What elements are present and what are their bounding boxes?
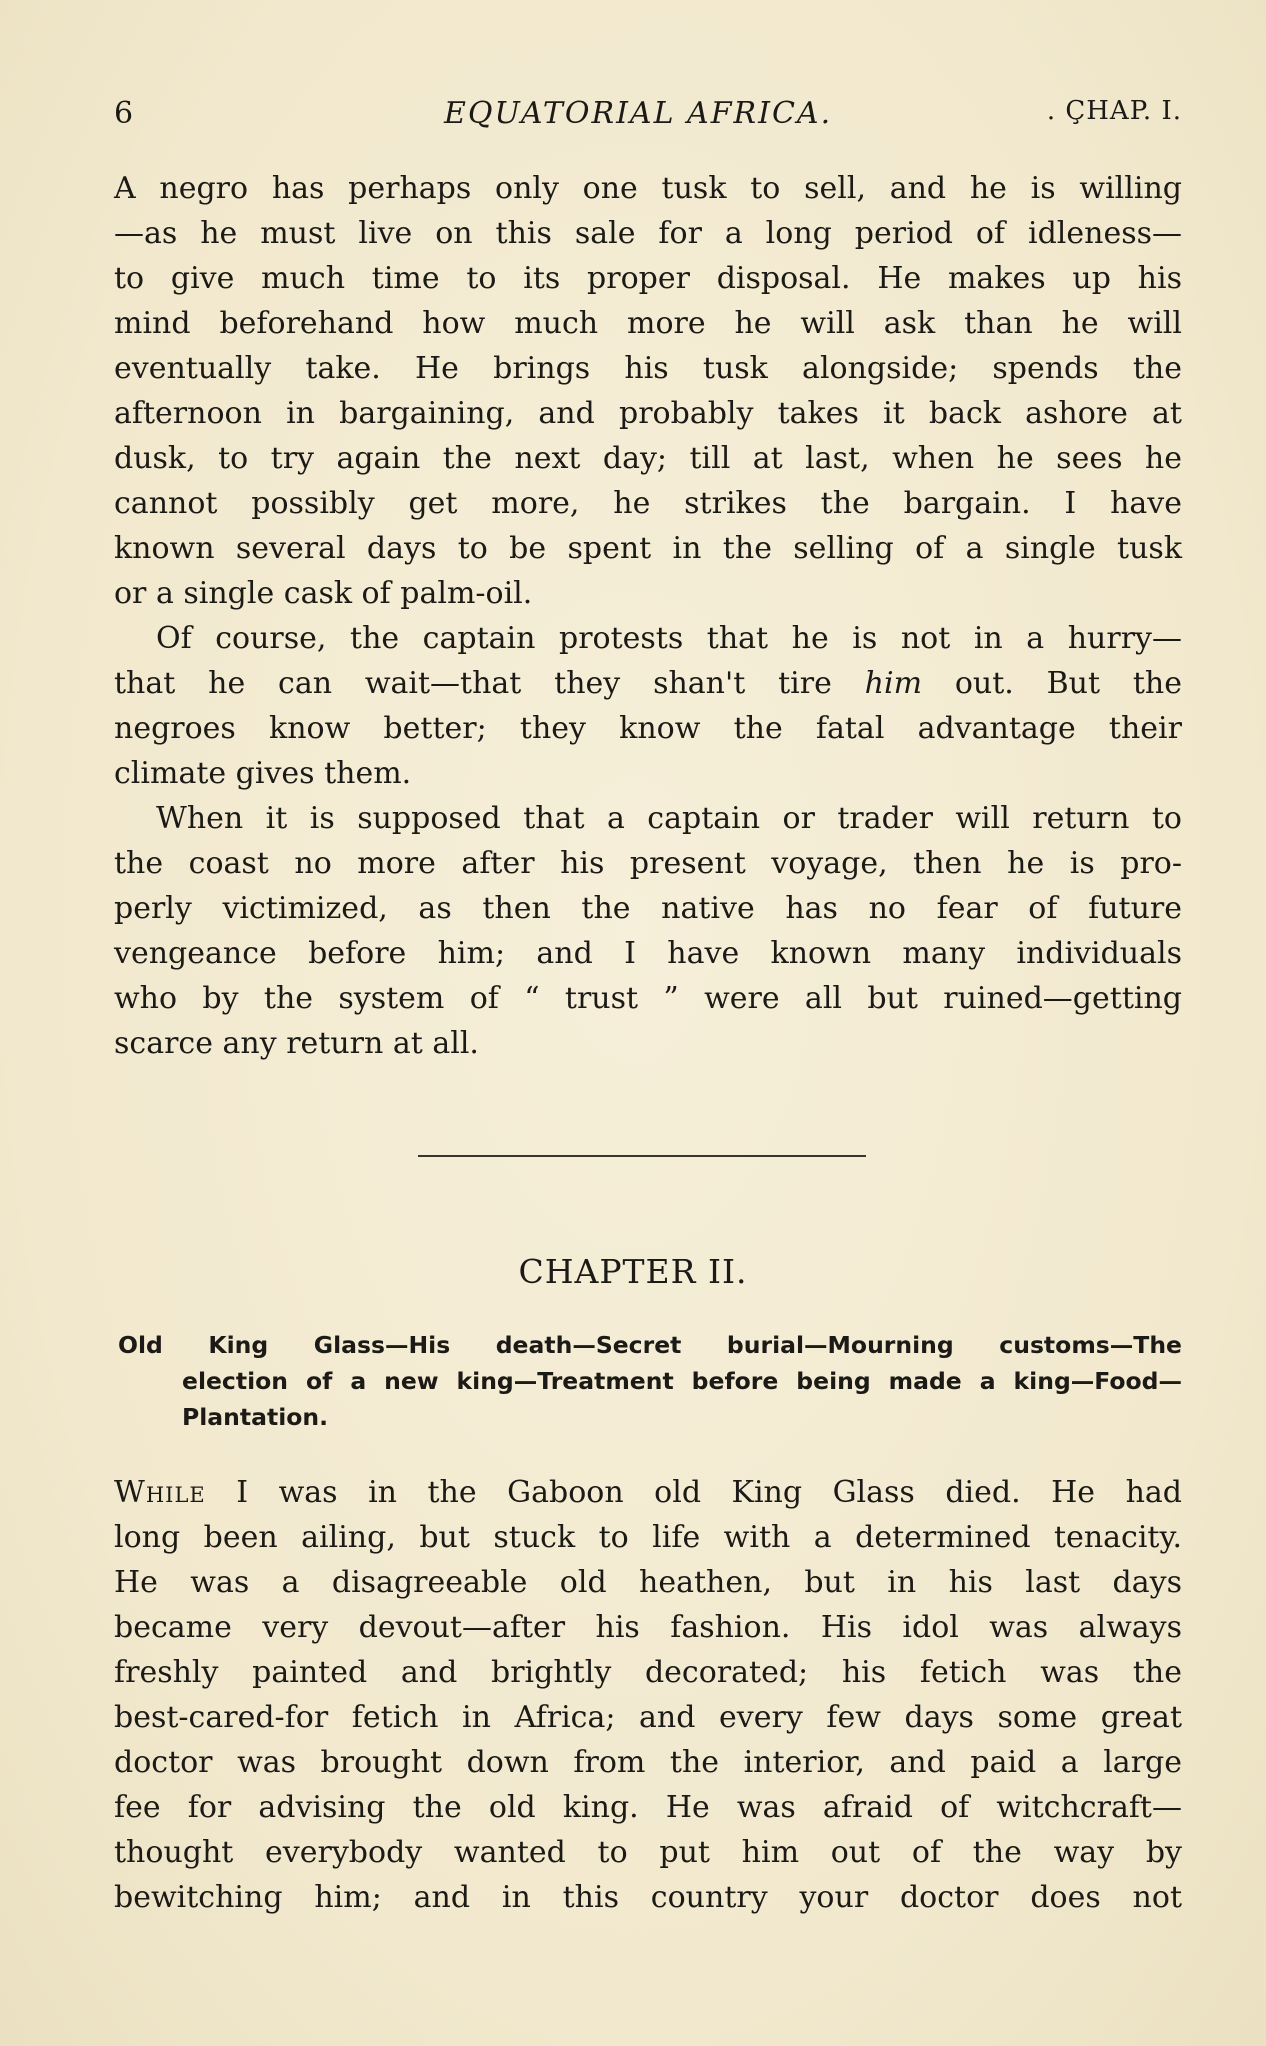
page-number: 6 xyxy=(114,96,134,131)
text-line: bewitching him; and in this country your doctor does not xyxy=(114,1880,1182,1915)
text-line: He was a disagreeable old heathen, but in his last days xyxy=(114,1565,1182,1600)
synopsis-line: Old King Glass—His death—Secret burial—Mourning customs—The xyxy=(118,1331,1182,1359)
section-divider xyxy=(418,1155,866,1157)
text-line: best-cared-for fetich in Africa; and every few days some great xyxy=(114,1700,1182,1735)
text-line: freshly painted and brightly decorated; his fetich was the xyxy=(114,1655,1182,1690)
text-line: long been ailing, but stuck to life with a determined tenacity. xyxy=(114,1520,1182,1555)
text-line: the coast no more after his present voyage, then he is pro- xyxy=(114,846,1182,881)
text-line: mind beforehand how much more he will ask than he will xyxy=(114,306,1182,341)
book-title: EQUATORIAL AFRICA. xyxy=(444,96,833,131)
synopsis-line: election of a new king—Treatment before being made a king—Food— xyxy=(182,1367,1182,1395)
text-line: cannot possibly get more, he strikes the bargain. I have xyxy=(114,486,1182,521)
text-line: afternoon in bargaining, and probably takes it back ashore at xyxy=(114,396,1182,431)
text-segment: I was in the Gaboon old King Glass died. He had xyxy=(205,1475,1182,1510)
text-line: A negro has perhaps only one tusk to sell, and he is willing xyxy=(114,171,1182,206)
paragraph-3 xyxy=(114,796,1182,1066)
paragraph-1 xyxy=(114,166,1182,616)
text-line: negroes know better; they know the fatal advantage their xyxy=(114,711,1182,746)
text-line: to give much time to its proper disposal. He makes up his xyxy=(114,261,1182,296)
text-line xyxy=(114,661,1182,706)
text-line: or a single cask of palm-oil. xyxy=(114,576,533,611)
chapter-synopsis xyxy=(118,1327,1182,1435)
running-head xyxy=(114,96,1182,136)
synopsis-line: Plantation. xyxy=(182,1403,329,1431)
chapter-heading: CHAPTER II. xyxy=(518,1252,748,1291)
text-line: —as he must live on this sale for a long period of idleness— xyxy=(114,216,1182,251)
text-line: scarce any return at all. xyxy=(114,1026,479,1061)
text-line: perly victimized, as then the native has no fear of future xyxy=(114,891,1182,926)
text-segment: out. But the xyxy=(922,666,1182,701)
text-line: climate gives them. xyxy=(114,756,412,791)
chapter-reference: . ÇHAP. I. xyxy=(1046,96,1182,126)
paragraph-4 xyxy=(114,1470,1182,1920)
text-line: who by the system of “ trust ” were all but ruined—getting xyxy=(114,981,1182,1016)
text-line xyxy=(114,1470,1182,1515)
text-line: fee for advising the old king. He was afraid of witchcraft— xyxy=(114,1790,1182,1825)
italic-emphasis: him xyxy=(864,666,923,701)
text-line: known several days to be spent in the selling of a single tusk xyxy=(114,531,1182,566)
text-line: Of course, the captain protests that he is not in a hurry— xyxy=(156,621,1182,656)
paragraph-2 xyxy=(114,616,1182,796)
text-line: became very devout—after his fashion. His idol was always xyxy=(114,1610,1182,1645)
text-line: dusk, to try again the next day; till at last, when he sees he xyxy=(114,441,1182,476)
text-line: doctor was brought down from the interior, and paid a large xyxy=(114,1745,1182,1780)
text-line: When it is supposed that a captain or trader will return to xyxy=(156,801,1182,836)
text-line: vengeance before him; and I have known many individuals xyxy=(114,936,1182,971)
text-segment: that he can wait—that they shan't tire xyxy=(114,666,865,701)
text-line: thought everybody wanted to put him out of the way by xyxy=(114,1835,1182,1870)
text-line: eventually take. He brings his tusk alongside; spends the xyxy=(114,351,1182,386)
opening-word: While xyxy=(114,1475,206,1510)
